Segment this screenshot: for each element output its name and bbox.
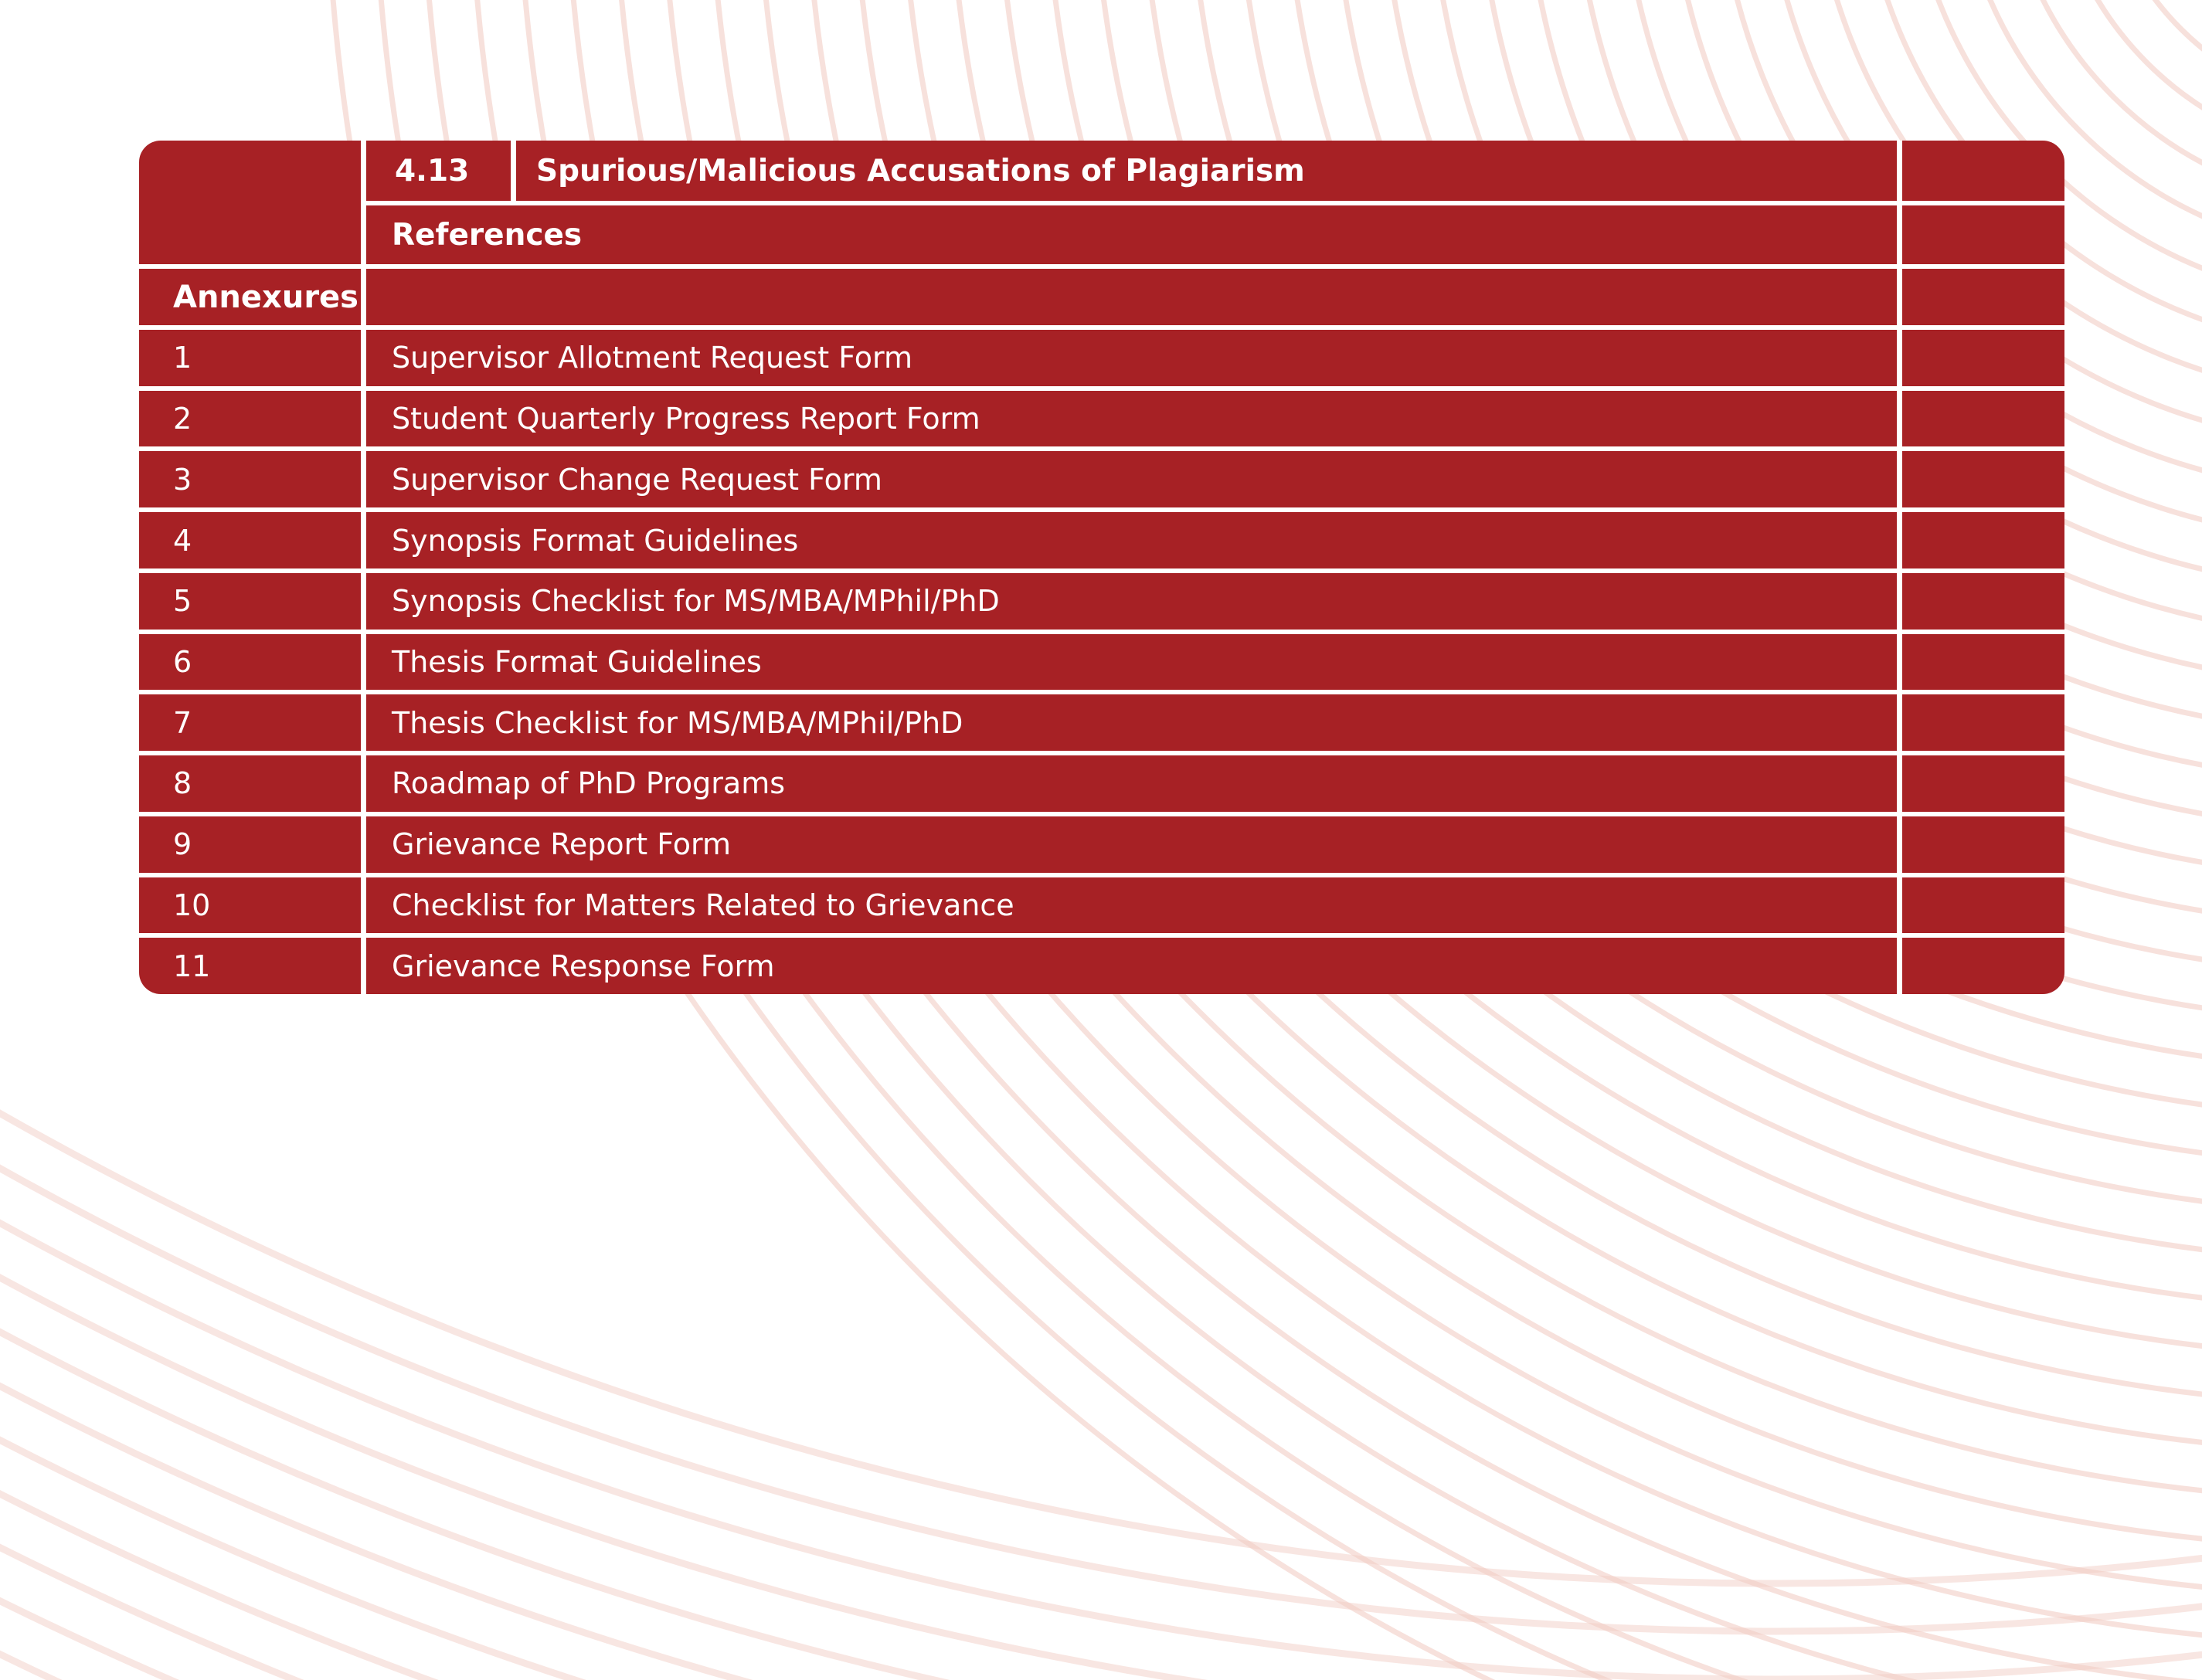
corner-empty-cell: [139, 141, 361, 264]
annexure-number-cell: 3: [139, 451, 361, 507]
annexure-number-cell: 11: [139, 938, 361, 994]
page-column-cell: [1902, 573, 2064, 630]
annexure-number-cell: 5: [139, 573, 361, 630]
annexures-header-cell: Annexures: [139, 269, 361, 325]
annexure-number-cell: 7: [139, 694, 361, 751]
annexure-number-cell: 9: [139, 816, 361, 873]
references-cell: References: [366, 205, 1897, 264]
annexure-number-cell: 2: [139, 391, 361, 447]
annexure-title-cell: Roadmap of PhD Programs: [366, 755, 1897, 812]
page-column-cell: [1902, 269, 2064, 325]
annexure-title-cell: Supervisor Allotment Request Form: [366, 330, 1897, 386]
annexure-title-cell: Thesis Checklist for MS/MBA/MPhil/PhD: [366, 694, 1897, 751]
page-column-cell: [1902, 205, 2064, 264]
page-column-cell: [1902, 451, 2064, 507]
page-column-cell: [1902, 634, 2064, 691]
annexure-title-cell: Thesis Format Guidelines: [366, 634, 1897, 691]
page-column-cell: [1902, 391, 2064, 447]
annexure-number-cell: 10: [139, 877, 361, 934]
annexure-title-cell: Synopsis Checklist for MS/MBA/MPhil/PhD: [366, 573, 1897, 630]
annexures-table: [139, 141, 2064, 994]
page-column-cell: [1902, 938, 2064, 994]
section-title-cell: Spurious/Malicious Accusations of Plagiarism: [516, 141, 1897, 201]
page-column-cell: [1902, 330, 2064, 386]
annexure-title-cell: Supervisor Change Request Form: [366, 451, 1897, 507]
annexure-number-cell: 8: [139, 755, 361, 812]
section-number-cell: 4.13: [366, 141, 511, 201]
page-column-cell: [1902, 816, 2064, 873]
annexure-number-cell: 6: [139, 634, 361, 691]
page-column-cell: [1902, 877, 2064, 934]
annexure-title-cell: Student Quarterly Progress Report Form: [366, 391, 1897, 447]
page-column-cell: [1902, 141, 2064, 201]
annexure-number-cell: 1: [139, 330, 361, 386]
annexure-title-cell: Checklist for Matters Related to Grievance: [366, 877, 1897, 934]
page-column-cell: [1902, 755, 2064, 812]
annexure-number-cell: 4: [139, 512, 361, 568]
annexures-header-empty-cell: [366, 269, 1897, 325]
annexure-title-cell: Grievance Response Form: [366, 938, 1897, 994]
annexure-title-cell: Grievance Report Form: [366, 816, 1897, 873]
annexure-title-cell: Synopsis Format Guidelines: [366, 512, 1897, 568]
page-column-cell: [1902, 512, 2064, 568]
page-column-cell: [1902, 694, 2064, 751]
